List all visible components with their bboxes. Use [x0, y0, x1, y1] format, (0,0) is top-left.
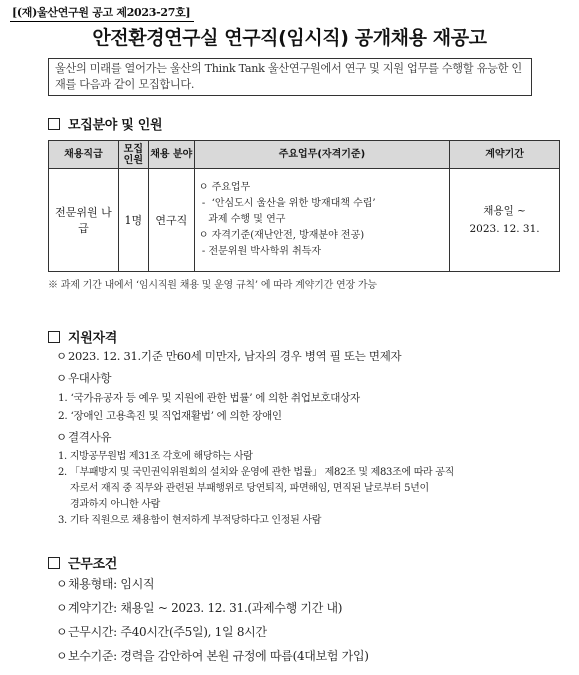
checkbox-square-icon: [48, 118, 60, 130]
recruit-table: [48, 140, 560, 272]
qual-item: 전문위원 박사학위 취득자: [208, 246, 322, 257]
work-hours: 근무시간: 주40시간(주5일), 1일 8시간: [68, 625, 267, 639]
duties-item-1: ‘안심도시 울산을 위한 방재대책 수립’: [211, 198, 376, 209]
pref-item: 2. ‘장애인 고용촉진 및 직업재활법’ 에 의한 장애인: [58, 410, 282, 422]
work-item: ㅇ채용형태: 임시직: [56, 577, 155, 591]
pref-heading: ㅇ우대사항: [56, 371, 112, 385]
qualify-age-text: 2023. 12. 31.기준 만60세 미만자, 남자의 경우 병역 필 또는 면제자: [68, 349, 402, 363]
intro-box: 울산의 미래를 열어가는 울산의 Think Tank 울산연구원에서 연구 및 지원 업무를 수행할 유능한 인재를 다음과 같이 모집합니다.: [48, 58, 532, 96]
work-item: ㅇ보수기준: 경력을 감안하여 본원 규정에 따름(4대보험 가입): [56, 649, 369, 663]
section-work-label: 근무조건: [68, 557, 118, 572]
section-recruit: [48, 114, 162, 133]
table-header: 채용직급: [49, 141, 119, 169]
cell-count: 1명: [118, 169, 148, 272]
disq-item: 2. 「부패방지 및 국민권익위원회의 설치와 운영에 관한 법률」 제82조 및 제83조에 따라 공직: [58, 467, 455, 478]
page-title: 안전환경연구실 연구직(임시직) 공개채용 재공고: [92, 27, 487, 49]
work-period: 계약기간: 채용일 ~ 2023. 12. 31.(과제수행 기간 내): [68, 601, 343, 615]
disq-title: 결격사유: [68, 430, 112, 444]
disq-heading: ㅇ결격사유: [56, 430, 112, 444]
section-recruit-label: 모집분야 및 인원: [68, 118, 163, 133]
cell-field: 연구직: [148, 169, 194, 272]
pref-item: 1. ‘국가유공자 등 예우 및 지원에 관한 법률’ 에 의한 취업보호대상자: [58, 392, 360, 404]
disq-item-cont: 경과하지 아니한 사람: [70, 499, 160, 510]
qual-title: 자격기준(재난안전, 방재분야 전공): [211, 230, 365, 241]
table-row: [49, 169, 560, 272]
pref-title: 우대사항: [68, 371, 112, 385]
work-pay: 보수기준: 경력을 감안하여 본원 규정에 따름(4대보험 가입): [68, 649, 369, 663]
duties-item-2: 과제 수행 및 연구: [208, 214, 286, 225]
table-header: 계약기간: [450, 141, 560, 169]
cell-period: [450, 169, 560, 272]
checkbox-square-icon: [48, 557, 60, 569]
disq-item: 3. 기타 직원으로 채용함이 현저하게 부적당하다고 인정된 사람: [58, 515, 322, 526]
disq-item-cont: 자로서 재직 중 직무와 관련된 부패행위로 당연퇴직, 파면해임, 면직된 날로부터 5년이: [70, 483, 429, 494]
notice-number: [(재)울산연구원 공고 제2023-27호]: [10, 4, 194, 22]
period-line-1: 채용일 ~: [483, 205, 526, 217]
section-qualify: [48, 327, 117, 346]
work-item: ㅇ근무시간: 주40시간(주5일), 1일 8시간: [56, 625, 267, 639]
cell-duties: ㅇ 주요업무 - ‘안심도시 울산을 위한 방재대책 수립’ 과제 수행 및 연구 ㅇ 자격기준(재난안전, 방재분야 전공) - 전문위원 박사학위 취득자: [194, 169, 449, 272]
checkbox-square-icon: [48, 331, 60, 343]
work-item: ㅇ계약기간: 채용일 ~ 2023. 12. 31.(과제수행 기간 내): [56, 601, 343, 615]
period-line-2: 2023. 12. 31.: [469, 223, 540, 235]
table-header: 주요업무(자격기준): [194, 141, 449, 169]
table-header: 채용 분야: [148, 141, 194, 169]
section-qualify-label: 지원자격: [68, 331, 118, 346]
table-note: ※ 과제 기간 내에서 ‘임시직원 채용 및 운영 규칙’ 에 따라 계약기간 연장 가능: [48, 280, 377, 291]
cell-grade: 전문위원 나급: [49, 169, 119, 272]
section-work: [48, 553, 117, 572]
duties-title: 주요업무: [211, 182, 251, 193]
table-header: 모집 인원: [118, 141, 148, 169]
qualify-age: ㅇ2023. 12. 31.기준 만60세 미만자, 남자의 경우 병역 필 또는 면제자: [56, 349, 402, 363]
disq-item: 1. 지방공무원법 제31조 각호에 해당하는 사람: [58, 451, 253, 462]
work-type: 채용형태: 임시직: [68, 577, 155, 591]
table-header-row: [49, 141, 560, 169]
